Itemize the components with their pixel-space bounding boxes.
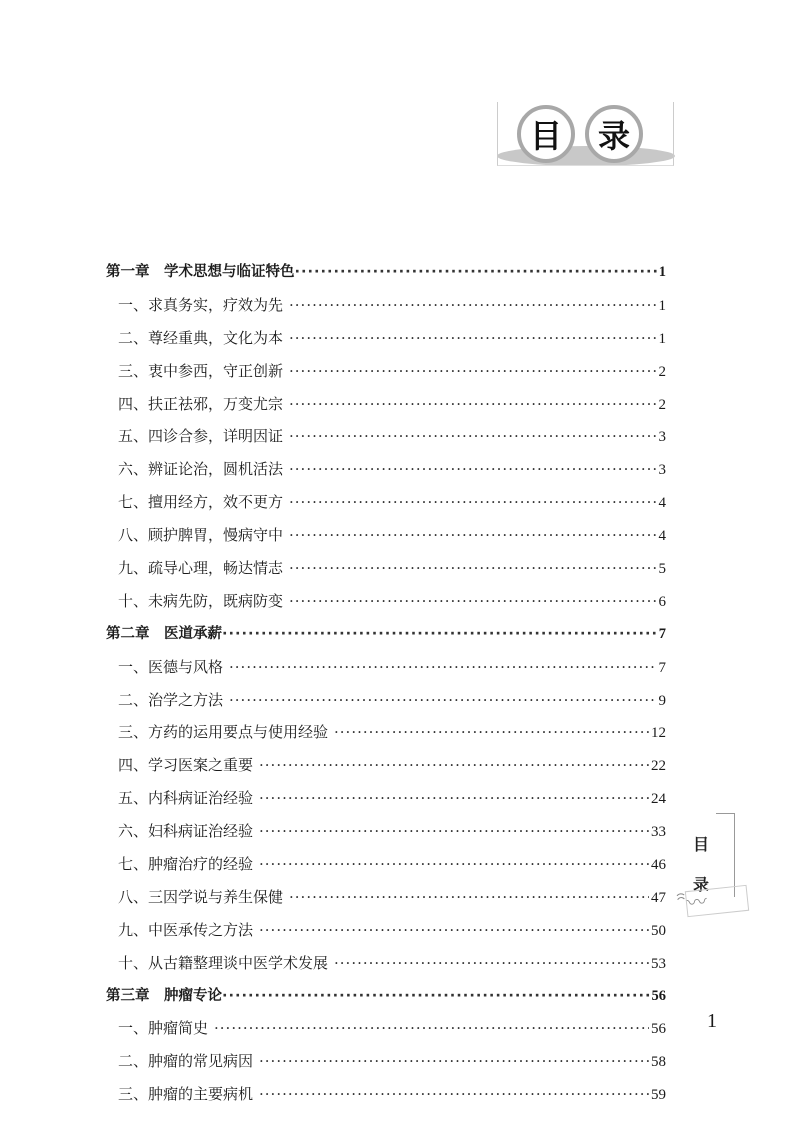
entry-title: 四、扶正祛邪，万变尤宗 (118, 394, 284, 413)
leader-dots (289, 886, 649, 908)
toc-section-entry[interactable] (106, 952, 666, 985)
entry-title: 四、学习医案之重要 (118, 756, 254, 775)
leader-dots (334, 952, 649, 974)
entry-page: 1 (658, 297, 666, 314)
entry-page: 47 (651, 889, 666, 906)
entry-page: 56 (651, 987, 666, 1004)
entry-title: 七、擅用经方，效不更方 (118, 493, 284, 512)
leader-dots (289, 491, 656, 513)
cloud-ornament-icon: ꩰ〰 (685, 885, 749, 917)
side-tab-frame (716, 813, 735, 897)
entry-page: 22 (651, 758, 666, 775)
toc-section-entry[interactable] (106, 425, 666, 458)
entry-page: 46 (651, 857, 666, 874)
entry-page: 53 (651, 955, 666, 972)
leader-dots (334, 721, 649, 743)
entry-title: 第二章 医道承薪 (106, 625, 222, 642)
toc-section-entry[interactable] (106, 886, 666, 919)
entry-title: 五、四诊合参，详明因证 (118, 427, 284, 446)
toc-section-entry[interactable] (106, 721, 666, 754)
entry-title: 十、未病先防，既病防变 (118, 591, 284, 610)
entry-page: 2 (658, 363, 666, 380)
toc-section-entry[interactable] (106, 327, 666, 360)
leader-dots (295, 261, 657, 283)
leader-dots (214, 1017, 649, 1039)
toc-section-entry[interactable] (106, 656, 666, 689)
entry-title: 一、医德与风格 (118, 657, 224, 676)
leader-dots (259, 1050, 649, 1072)
toc-section-entry[interactable] (106, 557, 666, 590)
entry-page: 9 (658, 692, 666, 709)
entry-page: 59 (651, 1087, 666, 1104)
toc-section-entry[interactable] (106, 393, 666, 426)
entry-title: 二、尊经重典，文化为本 (118, 328, 284, 347)
leader-dots (289, 425, 656, 447)
toc-section-entry[interactable] (106, 689, 666, 722)
entry-page: 12 (651, 725, 666, 742)
toc-section-entry[interactable] (106, 1017, 666, 1050)
toc-section-entry[interactable] (106, 1050, 666, 1083)
leader-dots (289, 458, 656, 480)
leader-dots (289, 524, 656, 546)
entry-title: 二、治学之方法 (118, 690, 224, 709)
table-of-contents (106, 261, 666, 1116)
side-tab-char: 录 (693, 875, 710, 894)
toc-section-entry[interactable] (106, 360, 666, 393)
leader-dots (229, 689, 656, 711)
title-char-circle: 目 (517, 105, 575, 163)
entry-page: 33 (651, 824, 666, 841)
leader-dots (222, 623, 657, 645)
toc-section-entry[interactable] (106, 458, 666, 491)
leader-dots (229, 656, 656, 678)
leader-dots (289, 294, 656, 316)
entry-title: 九、中医承传之方法 (118, 920, 254, 939)
entry-page: 1 (658, 264, 666, 280)
entry-title: 五、内科病证治经验 (118, 789, 254, 808)
leader-dots (259, 820, 649, 842)
entry-page: 58 (651, 1054, 666, 1071)
entry-title: 六、妇科病证治经验 (118, 822, 254, 841)
leader-dots (289, 590, 656, 612)
entry-page: 2 (658, 396, 666, 413)
leader-dots (259, 853, 649, 875)
leader-dots (289, 327, 656, 349)
entry-page: 4 (658, 495, 666, 512)
toc-chapter-entry[interactable] (106, 623, 666, 656)
entry-page: 56 (651, 1021, 666, 1038)
entry-title: 二、肿瘤的常见病因 (118, 1052, 254, 1071)
entry-title: 一、肿瘤简史 (118, 1019, 209, 1038)
toc-section-entry[interactable] (106, 787, 666, 820)
entry-title: 一、求真务实，疗效为先 (118, 295, 284, 314)
entry-title: 三、方药的运用要点与使用经验 (118, 723, 329, 742)
entry-title: 八、三因学说与养生保健 (118, 887, 284, 906)
leader-dots (289, 360, 656, 382)
entry-page: 6 (658, 593, 666, 610)
entry-title: 九、疏导心理，畅达情志 (118, 559, 284, 578)
leader-dots (259, 1083, 649, 1105)
entry-page: 50 (651, 922, 666, 939)
leader-dots (259, 787, 649, 809)
entry-page: 3 (658, 462, 666, 479)
toc-section-entry[interactable] (106, 294, 666, 327)
title-char-circle: 录 (585, 105, 643, 163)
entry-title: 七、肿瘤治疗的经验 (118, 855, 254, 874)
leader-dots (289, 393, 656, 415)
toc-section-entry[interactable] (106, 754, 666, 787)
toc-section-entry[interactable] (106, 820, 666, 853)
entry-title: 八、顾护脾胃，慢病守中 (118, 526, 284, 545)
toc-chapter-entry[interactable] (106, 261, 666, 294)
toc-section-entry[interactable] (106, 590, 666, 623)
entry-title: 第一章 学术思想与临证特色 (106, 264, 295, 280)
entry-title: 三、衷中参西，守正创新 (118, 361, 284, 380)
toc-section-entry[interactable] (106, 524, 666, 557)
entry-page: 5 (658, 561, 666, 578)
toc-section-entry[interactable] (106, 853, 666, 886)
page-number: 1 (707, 1010, 717, 1032)
side-tab-char: 目 (693, 835, 710, 854)
leader-dots (289, 557, 656, 579)
entry-page: 4 (658, 528, 666, 545)
leader-dots (222, 985, 650, 1007)
toc-section-entry[interactable] (106, 491, 666, 524)
toc-section-entry[interactable] (106, 1083, 666, 1116)
leader-dots (259, 754, 649, 776)
entry-title: 第三章 肿瘤专论 (106, 987, 222, 1004)
entry-page: 7 (658, 625, 666, 642)
entry-page: 24 (651, 791, 666, 808)
entry-page: 7 (658, 659, 666, 676)
entry-title: 十、从古籍整理谈中医学术发展 (118, 953, 329, 972)
entry-page: 1 (658, 330, 666, 347)
entry-page: 3 (658, 429, 666, 446)
entry-title: 六、辨证论治，圆机活法 (118, 460, 284, 479)
toc-section-entry[interactable] (106, 919, 666, 952)
toc-chapter-entry[interactable] (106, 985, 666, 1018)
leader-dots (259, 919, 649, 941)
entry-title: 三、肿瘤的主要病机 (118, 1085, 254, 1104)
